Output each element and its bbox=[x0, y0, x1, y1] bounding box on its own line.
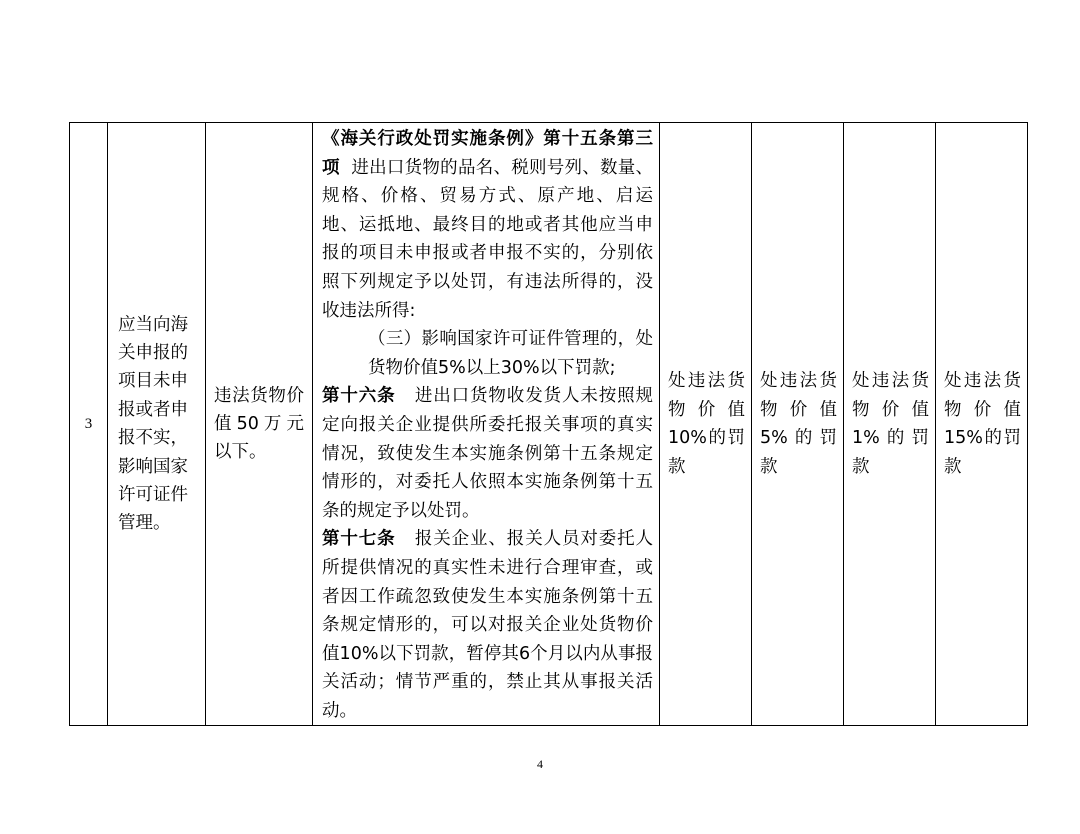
article-17-title: 第十七条 bbox=[322, 529, 396, 550]
article-15-item-3: （三）影响国家许可证件管理的，处货物价值5%以上30%以下罚款; bbox=[368, 329, 653, 378]
article-15 bbox=[322, 125, 653, 325]
fine-cell-1: 处违法货物价值10%的罚款 bbox=[660, 123, 752, 726]
fine-cell-4: 处违法货物价值15%的罚款 bbox=[936, 123, 1028, 726]
row-number-cell: 3 bbox=[70, 123, 108, 726]
standard-cell: 违法货物价值50万元以下。 bbox=[206, 123, 313, 726]
article-17 bbox=[322, 525, 653, 725]
article-16 bbox=[322, 382, 653, 525]
article-16-title: 第十六条 bbox=[322, 386, 396, 407]
page-number: 4 bbox=[537, 757, 543, 771]
article-17-text: 报关企业、报关人员对委托人所提供情况的真实性未进行合理审查，或者因工作疏忽致使发生本实施条例第十五条规定情形的，可以对报关企业处货物价值10%以下罚款，暂停其6个月以内从事报关活动；情节严重的，禁止其从事报关活动。 bbox=[322, 529, 653, 721]
legal-basis-cell bbox=[313, 123, 660, 726]
violation-item-cell: 应当向海关申报的项目未申报或者申报不实，影响国家许可证件管理。 bbox=[108, 123, 206, 726]
article-15-title: 《海关行政处罚实施条例》第十五条第三项 bbox=[322, 129, 653, 178]
fine-cell-2: 处违法货物价值5%的罚款 bbox=[752, 123, 844, 726]
fine-cell-3: 处违法货物价值1%的罚款 bbox=[844, 123, 936, 726]
article-16-text: 进出口货物收发货人未按照规定向报关企业提供所委托报关事项的真实情况，致使发生本实施条例第十五条规定情形的，对委托人依照本实施条例第十五条的规定予以处罚。 bbox=[322, 386, 653, 521]
penalty-table bbox=[69, 122, 1028, 726]
article-15-text: 进出口货物的品名、税则号列、数量、规格、价格、贸易方式、原产地、启运地、运抵地、最终目的地或者其他应当申报的项目未申报或者申报不实的，分别依照下列规定予以处罚，有违法所得的，没收违法所得: bbox=[322, 157, 653, 321]
table-row bbox=[70, 123, 1028, 726]
